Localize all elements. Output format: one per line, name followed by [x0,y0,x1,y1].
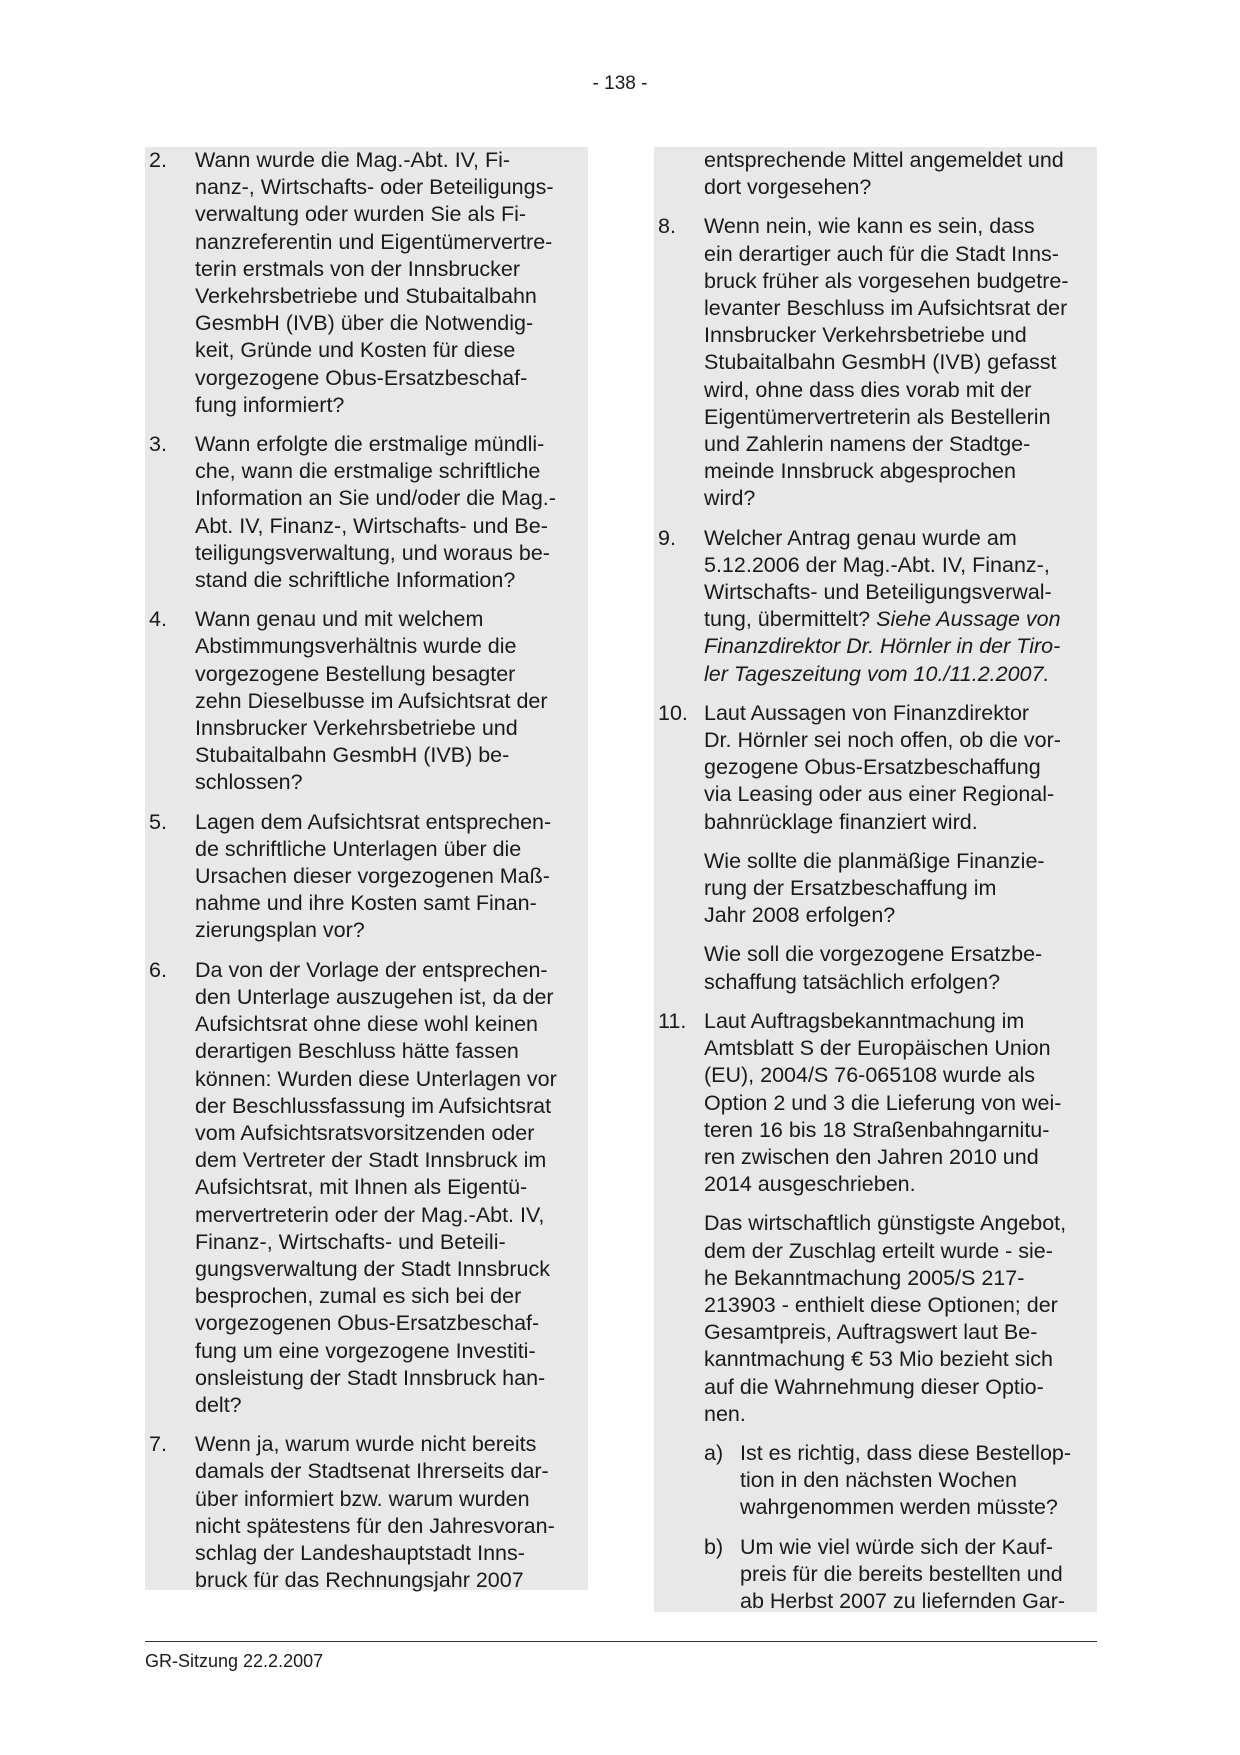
question-8 [654,213,1097,512]
question-4 [145,606,588,796]
footer-divider [145,1641,1097,1642]
question-10 [654,700,1097,836]
footer-text: GR-Sitzung 22.2.2007 [145,1651,324,1671]
question-number: 2. [149,148,167,172]
question-number: 10. [658,700,688,725]
question-number: 5. [149,809,167,834]
question-text: Laut Aussagen von Finanzdirektor Dr. Hörnler sei noch offen, ob die vor- gezogene Obus-Ersatzbeschaffung via Leasing oder aus einer Regional- bahnrücklage finanziert wird. [704,700,1061,834]
question-text: Wenn ja, warum wurde nicht bereits damals der Stadtsenat Ihrerseits dar- über informiert bzw. warum wurden nicht spätestens für den Jahresvoran- schlag der Landeshauptstadt Inns- bruck für das Rechnungsjahr 2007 [195,1432,555,1593]
question-number: 3. [149,432,167,457]
question-text-italic: Siehe Aussage von Finanzdirektor Dr. Hörnler in der Tiro- ler Tageszeitung vom 10./11.2.2007. [704,607,1061,686]
left-column [145,147,588,1593]
question-number: 6. [149,957,167,982]
question-text: Wann wurde die Mag.-Abt. IV, Fi- nanz-, Wirtschafts- oder Beteiligungs- verwaltung oder wurden Sie als Fi- nanzreferentin und Eigentümervertre- terin erstmals von der Innsbrucker Verkehrsbetriebe und Stubaitalbahn GesmbH (IVB) über die Notwendig- keit, Gründe und Kosten für diese vorgezogene Obus-Ersatzbeschaf- fung informiert? [195,148,554,417]
question-3 [145,431,588,594]
question-10-paragraph: Wie sollte die planmäßige Finanzie- rung der Ersatzbeschaffung im Jahr 2008 erfolgen? [704,848,1045,928]
subquestion-label: b) [704,1534,724,1559]
question-text [704,525,1097,688]
question-7 [145,1431,588,1594]
question-6 [145,957,588,1419]
question-11-paragraph: Das wirtschaftlich günstigste Angebot, dem der Zuschlag erteilt wurde - sie- he Bekanntmachung 2005/S 217- 213903 - enthielt diese Optionen; der Gesamtpreis, Auftragswert laut Be- kanntmachung € 53 Mio bezieht sich auf die Wahrnehmung dieser Optio- nen. [704,1211,1067,1426]
subquestion-label: a) [704,1440,724,1465]
question-number: 8. [658,214,676,239]
question-number: 4. [149,607,167,632]
question-11 [654,1008,1097,1198]
question-text: Laut Auftragsbekanntmachung im Amtsblatt S der Europäischen Union (EU), 2004/S 76-065108 wurde als Option 2 und 3 die Lieferung von wei- teren 16 bis 18 Straßenbahngarnitu- ren zwischen den Jahren 2010 und 2014 ausgeschrieben. [704,1008,1062,1197]
page-number: - 138 - [592,73,648,94]
right-column [654,147,1097,1612]
question-text: Lagen dem Aufsichtsrat entsprechen- de schriftliche Unterlagen über die Ursachen dieser vorgezogenen Maß- nahme und ihre Kosten samt Finan- zierungsplan vor? [195,809,552,943]
question-number: 11. [658,1008,687,1033]
question-text: Wenn nein, wie kann es sein, dass ein derartiger auch für die Stadt Inns- bruck früher als vorgesehen budgetre- levanter Beschluss im Aufsichtsrat der Innsbrucker Verkehrsbetriebe und Stubaitalbahn GesmbH (IVB) gefasst wird, ohne dass dies vorab mit der Eigentümervertreterin als Bestellerin und Zahlerin namens der Stadtge- meinde Innsbruck abgesprochen wird? [704,214,1069,511]
subquestion-text: Um wie viel würde sich der Kauf- preis für die bereits bestellten und ab Herbst 2007 zu liefernden Gar- [740,1534,1066,1613]
question-7-continuation: entsprechende Mittel angemeldet und dort vorgesehen? [704,148,1064,200]
subquestion-b [654,1534,1097,1616]
question-9 [654,525,1097,688]
question-5 [145,809,588,945]
question-number: 7. [149,1432,167,1457]
question-text: Wann genau und mit welchem Abstimmungsverhältnis wurde die vorgezogene Bestellung besagter zehn Dieselbusse im Aufsichtsrat der Innsbrucker Verkehrsbetriebe und Stubaitalbahn GesmbH (IVB) be- schlossen? [195,607,548,795]
question-10-paragraph: Wie soll die vorgezogene Ersatzbe- schaffung tatsächlich erfolgen? [704,942,1043,994]
subquestion-text: Ist es richtig, dass diese Bestellop- tion in den nächsten Wochen wahrgenommen werden müsste? [740,1440,1072,1520]
question-text: Da von der Vorlage der entsprechen- den Unterlage auszugehen ist, da der Aufsichtsrat ohne diese wohl keinen derartigen Beschluss hätte fassen können: Wurden diese Unterlagen vor der Beschlussfassung im Aufsichtsrat vom Aufsichtsratsvorsitzenden oder dem Vertreter der Stadt Innsbruck im Aufsichtsrat, mit Ihnen als Eigentü- mervertreterin oder der Mag.-Abt. IV, Finanz-, Wirtschafts- und Beteili- gungsverwaltung der Stadt Innsbruck besprochen, zumal es sich bei der vorgezogenen Obus-Ersatzbeschaf- fung um eine vorgezogene Investiti- onsleistung der Stadt Innsbruck han- delt? [195,957,557,1417]
question-number: 9. [658,525,676,550]
question-text: Wann erfolgte die erstmalige mündli- che, wann die erstmalige schriftliche Information an Sie und/oder die Mag.- Abt. IV, Finanz-, Wirtschafts- und Be- teiligungsverwaltung, und woraus be- stand die schriftliche Information? [195,432,556,593]
question-2 [145,147,588,419]
question-text-plain: Welcher Antrag genau wurde am 5.12.2006 der Mag.-Abt. IV, Finanz-, Wirtschafts- und Beteiligungsverwal- tung, übermittelt? [704,525,1052,632]
subquestion-a [654,1440,1097,1522]
